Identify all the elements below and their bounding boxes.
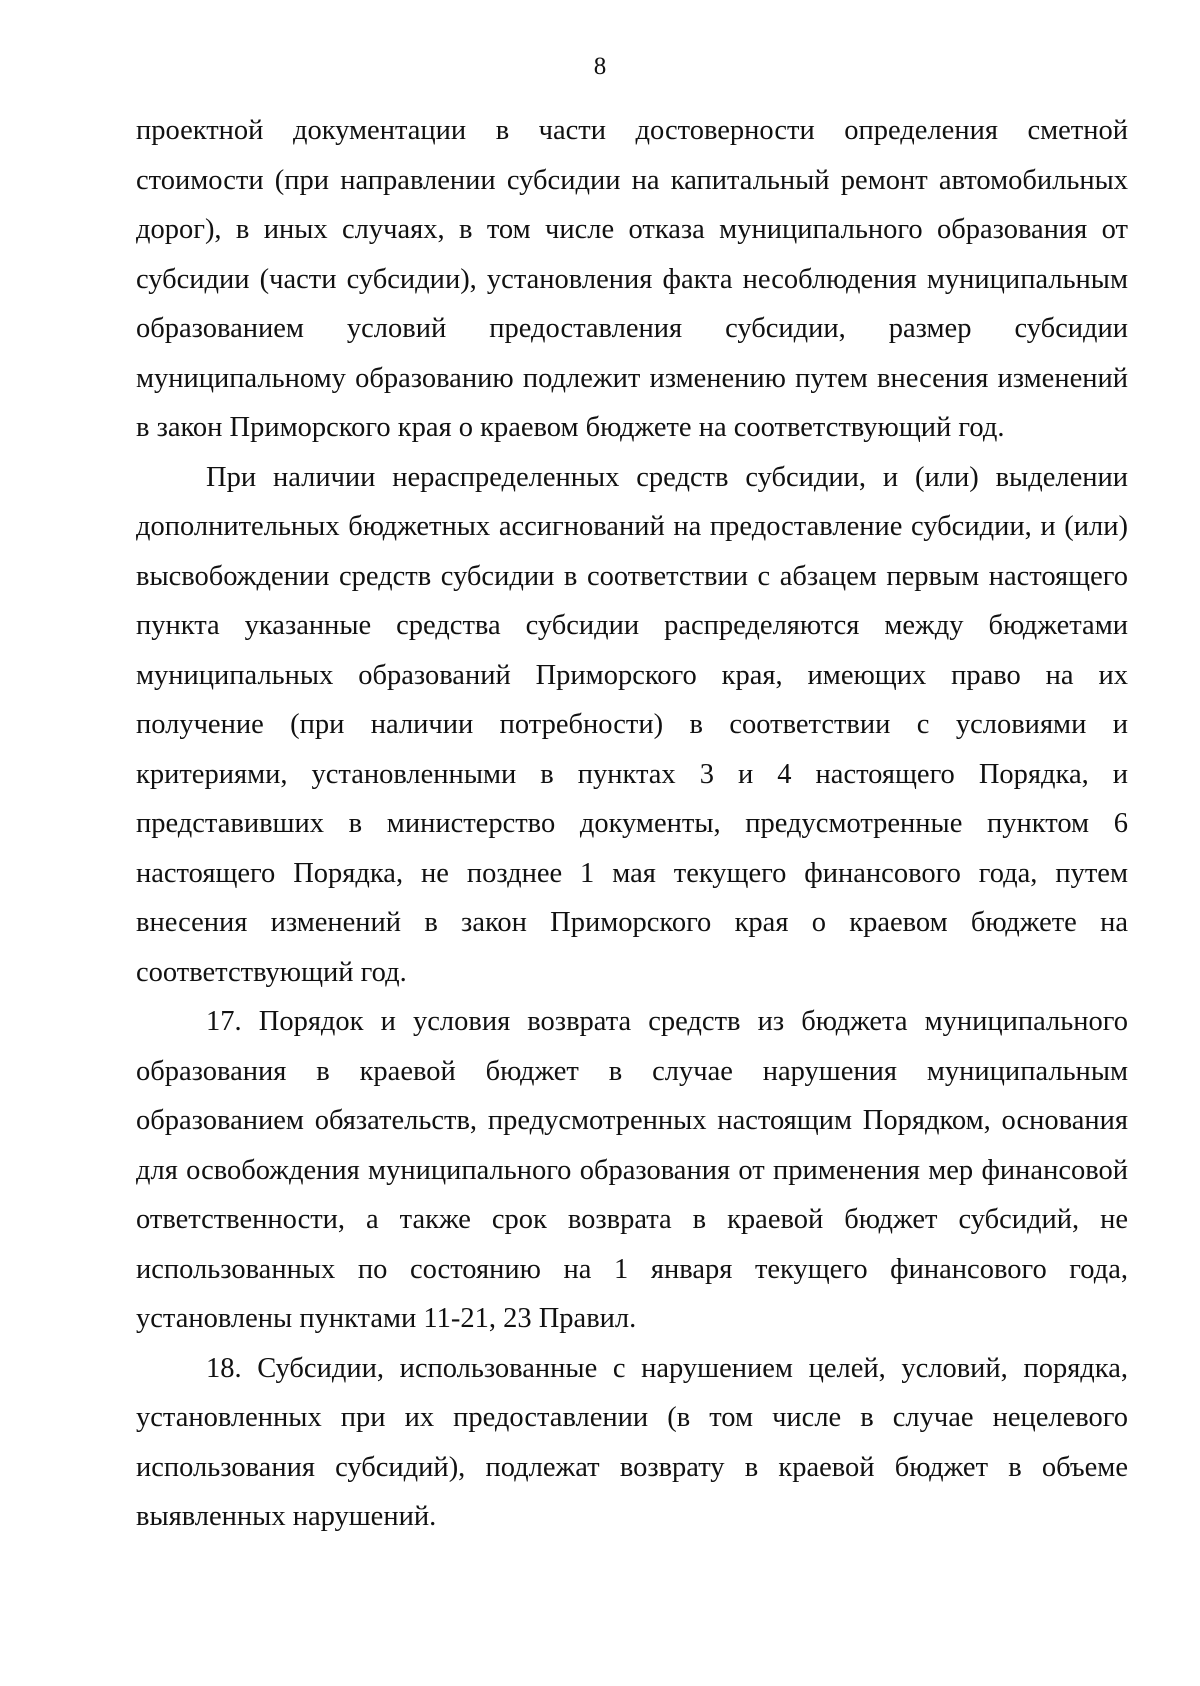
paragraph-continuation: проектной документации в части достоверности определения сметной стоимости (при направлении субсидии на капитальный ремонт автомобильных дорог), в иных случаях, в том числе отказа муниципального образования от субсидии (части субсидии), установления факта несоблюдения муниципальным образованием условий предоставления субсидии, размер субсидии муниципальному образованию подлежит изменению путем внесения изменений в закон Приморского края о краевом бюджете на соответствующий год. <box>136 115 1128 443</box>
paragraph-item-18: 18. Субсидии, использованные с нарушением целей, условий, порядка, установленных при их предоставлении (в том числе в случае нецелевого использования субсидий), подлежат возврату в краевой бюджет в объеме выявленных нарушений. <box>136 1352 1128 1532</box>
paragraph-unallocated-funds: При наличии нераспределенных средств субсидии, и (или) выделении дополнительных бюджетных ассигнований на предоставление субсидии, и (или) высвобождении средств субсидии в соответствии с абзацем первым настоящего пункта указанные средства субсидии распределяются между бюджетами муниципальных образований Приморского края, имеющих право на их получение (при наличии потребности) в соответствии с условиями и критериями, установленными в пунктах 3 и 4 настоящего Порядка, и представивших в министерство документы, предусмотренные пунктом 6 настоящего Порядка, не позднее 1 мая текущего финансового года, путем внесения изменений в закон Приморского края о краевом бюджете на соответствующий год. <box>136 461 1128 988</box>
page-number: 8 <box>593 53 607 80</box>
paragraph-item-17: 17. Порядок и условия возврата средств из бюджета муниципального образования в краевой бюджет в случае нарушения муниципальным образованием обязательств, предусмотренных настоящим Порядком, основания для освобождения муниципального образования от применения мер финансовой ответственности, а также срок возврата в краевой бюджет субсидий, не использованных по состоянию на 1 января текущего финансового года, установлены пунктами 11-21, 23 Правил. <box>136 1006 1128 1334</box>
document-body <box>136 106 1128 1542</box>
